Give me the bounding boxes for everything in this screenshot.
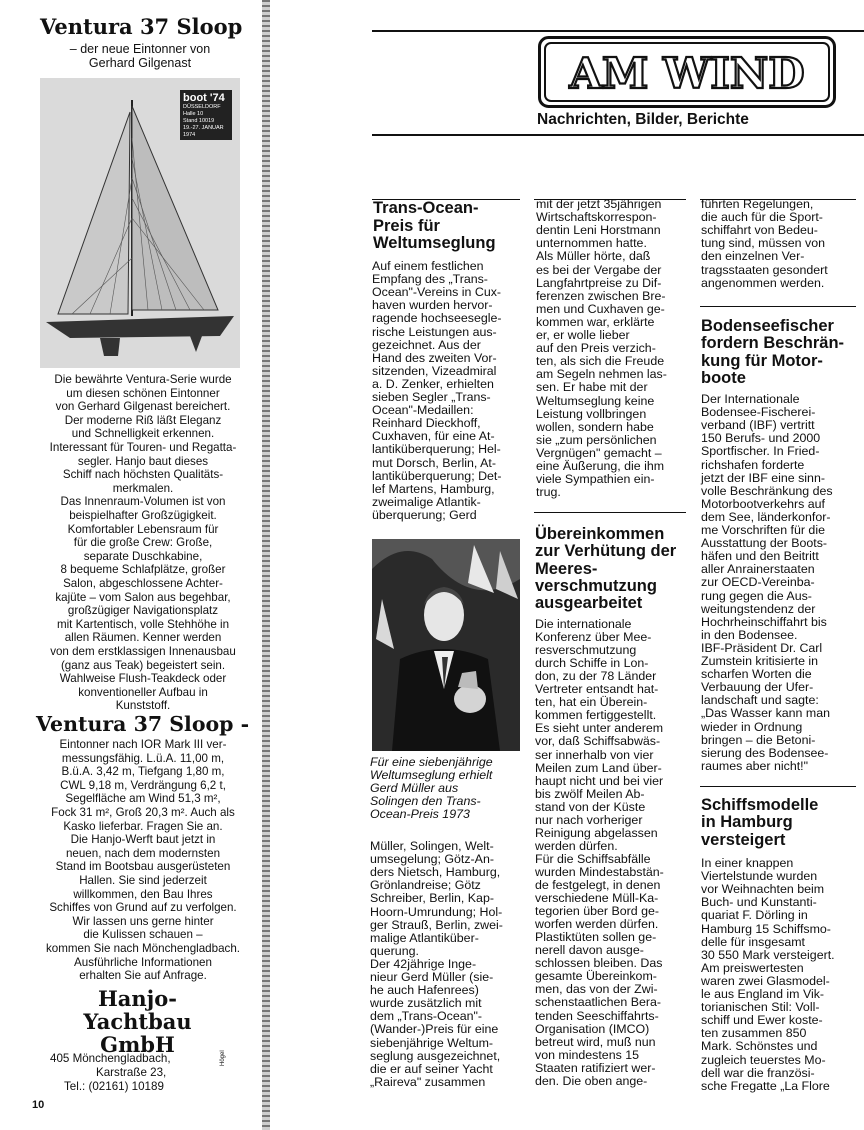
article-text-line: sitzenden, Vizeadmiral <box>372 363 497 378</box>
ad-body-line: (ganz aus Teak) begeistert sein. <box>60 658 226 672</box>
ad-body-line: um diesen schönen Eintonner <box>66 386 220 400</box>
article-text-line: sen. Er habe mit der <box>536 380 648 395</box>
ad-body-line: segler. Hanjo baut dieses <box>77 454 209 468</box>
article-text-line: auf den Preis verzich- <box>536 341 656 356</box>
article-text-line: „Das Wasser kann man <box>701 706 830 721</box>
photo-caption-line: Ocean-Preis 1973 <box>370 807 470 822</box>
article-text-line: in den Bodensee. <box>701 627 798 642</box>
headline-line: Preis für <box>373 216 440 235</box>
article-text-line: he auch Hafenrees) <box>370 983 479 998</box>
article-text-line: dell war die französi- <box>701 1065 815 1080</box>
article-text-line: Verbauung der Ufer- <box>701 680 814 695</box>
ad-spec-line: willkommen, den Bau Ihres <box>73 887 213 901</box>
article-text-line: Grönlandreise; Götz <box>370 878 481 893</box>
article-text-line: bringen – die Betoni- <box>701 732 816 747</box>
ad-spec-line: erhalten Sie auf Anfrage. <box>79 969 207 983</box>
ad-body-line: Salon, abgeschlossene Achter- <box>63 577 223 590</box>
article-text-line: tenden Seeschiffahrts- <box>535 1008 659 1023</box>
article-text-line: Plastiktüten sollen ge- <box>535 930 657 945</box>
ad-subtitle-line: – der neue Eintonner von <box>69 42 211 56</box>
page-number: 10 <box>32 1099 45 1111</box>
ad-spec-line: Stand im Bootsbau ausgerüsteten <box>55 860 231 874</box>
column-rule <box>534 512 686 513</box>
sailboat-illustration <box>40 78 240 368</box>
article-text-line: seglung ausgezeichnet, <box>370 1048 501 1063</box>
ad-body-line: konventioneller Aufbau in <box>78 685 208 699</box>
article-text-line: Hochrheinschiffahrt bis <box>701 614 827 629</box>
article-text-line: volle Beschränkung des <box>701 483 833 498</box>
ad-body-line: Das Innenraum-Volumen ist von <box>60 495 226 509</box>
ad-body-line: Interessant für Touren- und Regatta- <box>49 441 237 454</box>
ad-body-line: von dem erstklassigen Innenausbau <box>50 645 236 658</box>
article-text-line: Die internationale <box>535 617 632 631</box>
article-text-line: weitungstendenz der <box>701 601 816 616</box>
article-text-line: durch Schiffe in Lon- <box>535 656 649 671</box>
badge-line: Stand 10019 <box>183 118 215 124</box>
article-text-line: de festgelegt, in denen <box>535 878 661 892</box>
ad-body-line: allen Räumen. Kenner werden <box>64 631 222 645</box>
article-text-line: Staaten ratifiziert wer- <box>535 1060 656 1075</box>
headline-line: Schiffsmodelle <box>701 796 819 814</box>
headline-line: versteigert <box>701 830 786 849</box>
article-text-line: bis zwölf Meilen Ab- <box>535 786 645 801</box>
ad-spec-line: neuen, nach dem modernsten <box>65 846 221 860</box>
article-text-line: die auch für die Sport- <box>701 210 823 225</box>
badge-line: boot '74 <box>183 92 225 104</box>
article-text-line: gesamte Übereinkom- <box>535 969 657 984</box>
article-text-line: Buch- und Kunstanti- <box>701 895 817 910</box>
masthead-subtitle: Nachrichten, Bilder, Berichte <box>537 111 749 128</box>
article-text-line: Organisation (IMCO) <box>535 1021 650 1036</box>
portrait-icon <box>372 539 520 751</box>
article-text-line: Ocean"-Medaillen: <box>372 403 474 418</box>
article-text-line: delle für insgesamt <box>701 934 805 949</box>
headline-line: in Hamburg <box>701 813 793 832</box>
article-text-line: wollen, sondern habe <box>536 419 654 434</box>
article-text-line: nieur Gerd Müller (sie- <box>370 970 494 984</box>
article-text-line: sie „zum persönlichen <box>536 432 657 447</box>
article-text-line: viele Sympathien ein- <box>536 472 655 487</box>
ad-body-line: Komfortabler Lebensraum für <box>67 522 219 536</box>
ad-body-line: für die große Crew: Große, <box>73 536 213 550</box>
article-text-line: umsegelung; Götz-An- <box>370 852 494 867</box>
article-text-line: Viertelstunde wurden <box>701 869 818 884</box>
article-text-line: dentin Leni Horstmann <box>536 223 661 238</box>
page-fold <box>262 0 270 1130</box>
article-text-line: ten, hat ein Überein- <box>535 695 648 710</box>
article-text-line: men und Cuxhaven ge- <box>536 301 665 316</box>
badge-line: DÜSSELDORF <box>183 104 221 110</box>
photo-caption-line: Für eine siebenjährige <box>370 755 493 769</box>
article-text-line: Müller, Solingen, Welt- <box>370 839 494 853</box>
article-text-line: tragsstaaten gesondert <box>701 262 828 277</box>
article-text-line: von mindestens 15 <box>535 1047 640 1062</box>
article-text-line: es bei der Vergabe der <box>536 262 662 277</box>
article-text-line: schlossen bleiben. Das <box>535 956 663 971</box>
ad-body-line: großzügiger Navigationsplatz <box>67 604 219 618</box>
ad-body-line: von Gerhard Gilgenast bereichert. <box>55 400 231 414</box>
article-text-line: sieben Segler „Trans- <box>372 390 491 404</box>
article-text-line: haupt nicht und bei vier <box>535 773 664 788</box>
article-text-line: Schreiber, Berlin, Kap- <box>370 891 494 906</box>
article-text-line: Langfahrtpreise zu Dif- <box>536 275 662 290</box>
ad-spec-line: Kasko lieferbar. Fragen Sie an. <box>63 819 223 833</box>
article-text-line: häfen und den Beitritt <box>701 549 819 564</box>
ad-body-line: Kunststoff. <box>115 699 171 713</box>
article-text-line: mut Dorsch, Berlin, At- <box>372 455 496 470</box>
article-text-line: Leistung vollbringen <box>536 406 647 421</box>
headline-line: Trans-Ocean- <box>373 199 479 217</box>
article-text-line: sche Fregatte „La Flore <box>701 1078 830 1093</box>
column-rule <box>700 786 856 787</box>
ad-body-line: separate Duschkabine, <box>83 549 203 563</box>
article-text-line: querung. <box>370 943 419 958</box>
article-text-line: zur OECD-Vereinba- <box>701 575 815 590</box>
article-text-line: Hoorn-Umrundung; Hol- <box>370 904 503 919</box>
ad-title: Ventura 37 Sloop <box>40 14 243 39</box>
article-text-line: 150 Berufs- und 2000 <box>701 431 821 446</box>
article-text-line: Bodensee-Fischerei- <box>701 405 816 420</box>
header-rule <box>372 30 864 32</box>
article-text-line: wurden Mindestabstän- <box>535 864 664 879</box>
article-text-line: Empfang des „Trans- <box>372 272 488 287</box>
article-text-line: ser innerhalb von vier <box>535 747 654 762</box>
article-text-line: er, er wolle lieber <box>536 328 630 342</box>
article-text-line: Reinhard Dieckhoff, <box>372 416 481 431</box>
headline-line: verschmutzung <box>535 576 657 595</box>
article-text-line: Hamburg 15 Schiffsmo- <box>701 921 831 936</box>
article-text-line: jetzt der IBF eine sinn- <box>701 470 825 485</box>
article-text-line: men, das von der Zwi- <box>535 982 658 997</box>
article-text-line: lef Martens, Hamburg, <box>372 481 495 496</box>
article-text-line: In einer knappen <box>701 856 794 870</box>
article-text-line: 30 550 Mark versteigert. <box>701 947 835 962</box>
boot-fair-badge <box>180 90 232 140</box>
ad-body-line: kajüte – vom Salon aus begehbar, <box>55 590 231 604</box>
ad-title-2: Ventura 37 Sloop - <box>36 712 250 736</box>
ad-spec-line: Hallen. Sie sind jederzeit <box>79 874 207 887</box>
company-name-line: Hanjo- <box>97 986 178 1011</box>
article-text-line: schiffahrt von Bedeu- <box>701 223 818 238</box>
article-text-line: überquerung; Gerd <box>372 507 477 522</box>
article-text-line: verband (IBF) vertritt <box>701 418 815 433</box>
sailboat-advertisement <box>0 0 262 1130</box>
article-text-line: Der Internationale <box>701 392 800 406</box>
article-text-line: Vergnügen" gemacht – <box>536 445 662 460</box>
article-text-line: eine Äußerung, die ihm <box>536 459 665 473</box>
article-text-line: ger Strauß, Berlin, zwei- <box>370 917 503 932</box>
ad-spec-line: B.ü.A. 3,42 m, Tiefgang 1,80 m, <box>61 765 225 779</box>
photo-caption-line: Gerd Müller aus <box>370 781 459 796</box>
ad-spec-line: Eintonner nach IOR Mark III ver- <box>59 738 227 751</box>
article-text-line: Hand des zweiten Vor- <box>372 350 497 365</box>
article-text-line: torianischen Stil: Voll- <box>701 1000 820 1015</box>
article-text-line: betreut wird, muß nun <box>535 1034 656 1049</box>
article-text-line: worfen werden dürfen. <box>535 917 659 932</box>
article-text-line: tung sind, müssen von <box>701 236 825 251</box>
badge-line: 19.-27. JANUAR 1974 <box>183 125 224 138</box>
headline-line: zur Verhütung der <box>535 542 677 561</box>
article-text-line: vor, daß Schiffsabwäs- <box>535 734 661 749</box>
company-name-line: Yachtbau <box>83 1009 192 1034</box>
ad-spec-line: Schiffes von Grund auf zu verfolgen. <box>49 901 237 915</box>
header-rule <box>372 134 864 136</box>
article-text-line: Ausstattung der Boots- <box>701 536 828 551</box>
article-text-line: quariat F. Dörling in <box>701 908 808 923</box>
article-text-line: wurde zusätzlich mit <box>370 996 482 1011</box>
article-text-line: schiff und Ewer koste- <box>701 1013 823 1028</box>
article-text-line: scharfen Worten die <box>701 667 812 682</box>
article-text-line: gezeichnet. Aus der <box>372 337 481 352</box>
article-text-line: nur nach vorheriger <box>535 812 643 827</box>
article-text-line: am Segeln nehmen las- <box>536 367 667 382</box>
ad-spec-line: messungsfähig. L.ü.A. 11,00 m, <box>61 751 225 765</box>
article-text-line: Wirtschaftskorrespon- <box>536 210 657 225</box>
article-text-line: verschiedene Müll-Ka- <box>535 891 659 906</box>
photo-credit: Högel <box>220 1050 226 1066</box>
article-text-line: resverschmutzung <box>535 643 637 658</box>
article-text-line: Am preiswertesten <box>701 960 804 975</box>
article-text-line: Konferenz über Mee- <box>535 630 652 645</box>
article-text-line: vor Weihnachten beim <box>701 882 825 897</box>
article-text-line: le aus England im Vik- <box>701 987 825 1001</box>
article-text-line: Vertreter entsandt hat- <box>535 682 659 697</box>
headline-line: boote <box>701 368 746 387</box>
ad-body-line: merkmalen. <box>112 481 174 495</box>
article-text-line: kommen fertiggestellt. <box>535 708 657 723</box>
article-text-line: rung gegen die Aus- <box>701 588 812 603</box>
article-text-line: siebenjährige Weltum- <box>370 1035 494 1050</box>
article-text-line: Als Müller hörte, daß <box>536 249 651 264</box>
article-text-line: zweimalige Atlantik- <box>372 494 481 509</box>
article-text-line: dem „Trans-Ocean"- <box>370 1009 483 1024</box>
address-line: 405 Mönchengladbach, <box>50 1052 171 1065</box>
article-text-line: führten Regelungen, <box>701 197 814 211</box>
ad-spec-line: Fock 31 m², Groß 20,3 m². Auch als <box>51 806 235 819</box>
article-text-line: zugleich teuerstes Mo- <box>701 1052 826 1067</box>
ad-spec-line: Segelfläche am Wind 51,3 m², <box>65 792 221 806</box>
article-text-line: den. Die oben ange- <box>535 1073 648 1088</box>
headline-line: Übereinkommen <box>535 525 665 543</box>
article-text-line: Auf einem festlichen <box>372 259 484 273</box>
article-text-line: trug. <box>536 485 561 500</box>
article-text-line: mit der jetzt 35jährigen <box>536 197 662 211</box>
headline-line: kung für Motor- <box>701 351 823 370</box>
article-text-line: ten, als sich die Freude <box>536 354 665 369</box>
column-rule <box>700 306 856 307</box>
article-text-line: raumes aber nicht!" <box>701 758 809 773</box>
company-name-line: GmbH <box>100 1032 175 1057</box>
article-text-line: (Wander-)Preis für eine <box>370 1022 499 1037</box>
article-text-line: landschaft und sagte: <box>701 693 819 708</box>
article-text-line: a. D. Zenker, erhielten <box>372 376 494 391</box>
article-text-line: stand von der Küste <box>535 799 646 814</box>
address-line: Karstraße 23, <box>96 1066 167 1079</box>
article-text-line: Motorbootverkehrs auf <box>701 496 825 511</box>
headline-line: Weltumseglung <box>373 234 496 252</box>
masthead <box>538 36 836 108</box>
ad-spec-line: kommen Sie nach Mönchengladbach. <box>46 942 240 955</box>
article-text-line: sierung des Bodensee- <box>701 745 829 760</box>
article-text-line: schenstaatlichen Bera- <box>535 995 662 1010</box>
article-text-line: Es sieht unter anderem <box>535 721 664 736</box>
ad-spec-line: CWL 9,18 m, Verdrängung 6,2 t, <box>60 778 226 792</box>
ad-body-line: Wahlweise Flush-Teakdeck oder <box>59 672 227 686</box>
article-text-line: werden dürfen. <box>535 838 618 853</box>
article-text-line: haven wurden hervor- <box>372 298 493 313</box>
article-text-line: waren zwei Glasmodel- <box>701 973 830 988</box>
article-text-line: Zumstein kritisierte in <box>701 654 819 668</box>
article-text-line: „Raireva" zusammen <box>370 1074 486 1089</box>
article-text-line: Reinigung abgelassen <box>535 825 658 840</box>
article-text-line: kommen war, erklärte <box>536 314 655 329</box>
portrait-photo <box>372 539 520 751</box>
article-text-line: lantiküberquerung; Det- <box>372 468 502 483</box>
ad-spec-line: Die Hanjo-Werft baut jetzt in <box>70 833 216 847</box>
article-text-line: don, zu der 78 Länder <box>535 669 657 684</box>
article-text-line: malige Atlantiküber- <box>370 930 479 945</box>
article-text-line: IBF-Präsident Dr. Carl <box>701 640 823 655</box>
article-text-line: Für die Schiffsabfälle <box>535 851 651 866</box>
article-text-line: Meilen zum Land über- <box>535 760 662 775</box>
headline-line: Meeres- <box>535 559 598 578</box>
address-line: Tel.: (02161) 10189 <box>64 1080 164 1093</box>
ad-spec-line: Ausführliche Informationen <box>74 955 212 969</box>
ad-body-line: Die bewährte Ventura-Serie wurde <box>54 373 232 386</box>
headline-line: Bodenseefischer <box>701 317 834 335</box>
article-text-line: Mark. Schönstes und <box>701 1039 818 1054</box>
photo-caption-line: Solingen den Trans- <box>370 794 481 809</box>
article-text-line: Ocean"-Vereins in Cux- <box>372 285 502 300</box>
ad-body-line: beispielhafter Großzügigkeit. <box>69 509 217 522</box>
article-text-line: lantiküberquerung; Hel- <box>372 442 501 457</box>
ad-body-line: und Schnelligkeit erkennen. <box>71 427 215 441</box>
ad-subtitle-line: Gerhard Gilgenast <box>88 56 192 70</box>
photo-caption-line: Weltumseglung erhielt <box>370 768 493 783</box>
article-text-line: me Vorschriften für die <box>701 523 825 537</box>
ad-spec-line: die Kulissen schauen – <box>83 928 203 942</box>
article-text-line: wieder in Ordnung <box>701 719 803 734</box>
article-text-line: unternommen hatte. <box>536 236 647 251</box>
article-text-line: rische Leistungen aus- <box>372 324 497 339</box>
article-text-line: den einzelnen Ver- <box>701 249 805 264</box>
ad-body-line: Schiff nach höchsten Qualitäts- <box>62 468 224 482</box>
article-text-line: dem See, länderkonfor- <box>701 509 831 524</box>
article-text-line: tegorien über Bord ge- <box>535 904 659 919</box>
ad-body-line: 8 bequeme Schlafplätze, großer <box>60 563 226 577</box>
article-text-line: ten zusammen 850 <box>701 1026 807 1041</box>
article-text-line: Weltumseglung keine <box>536 393 655 408</box>
article-text-line: ragende hochseesegle- <box>372 311 502 326</box>
article-text-line: ferenzen zwischen Bre- <box>536 288 666 303</box>
article-text-line: Der 42jährige Inge- <box>370 956 477 971</box>
masthead-title: AM WIND <box>569 49 805 98</box>
ad-spec-line: Wir lassen uns gerne hinter <box>72 914 214 928</box>
article-text-line: die er auf seiner Yacht <box>370 1061 493 1076</box>
article-text-line: Cuxhaven, für eine At- <box>372 429 495 444</box>
article-text-line: ders Nietsch, Hamburg, <box>370 865 501 880</box>
article-text-line: Sportfischer. In Fried- <box>701 444 820 459</box>
article-text-line: aller Anrainerstaaten <box>701 562 815 577</box>
badge-line: Halle 10 <box>183 111 204 117</box>
headline-line: fordern Beschrän- <box>701 334 845 353</box>
ad-body-line: mit Kartentisch, volle Stehhöhe in <box>56 617 230 631</box>
ad-body-line: Der moderne Riß läßt Eleganz <box>64 413 222 427</box>
article-text-line: richshafen forderte <box>701 457 805 472</box>
article-text-line: angenommen werden. <box>701 275 825 290</box>
article-text-line: nerell davon ausge- <box>535 943 644 958</box>
headline-line: ausgearbeitet <box>535 594 643 613</box>
